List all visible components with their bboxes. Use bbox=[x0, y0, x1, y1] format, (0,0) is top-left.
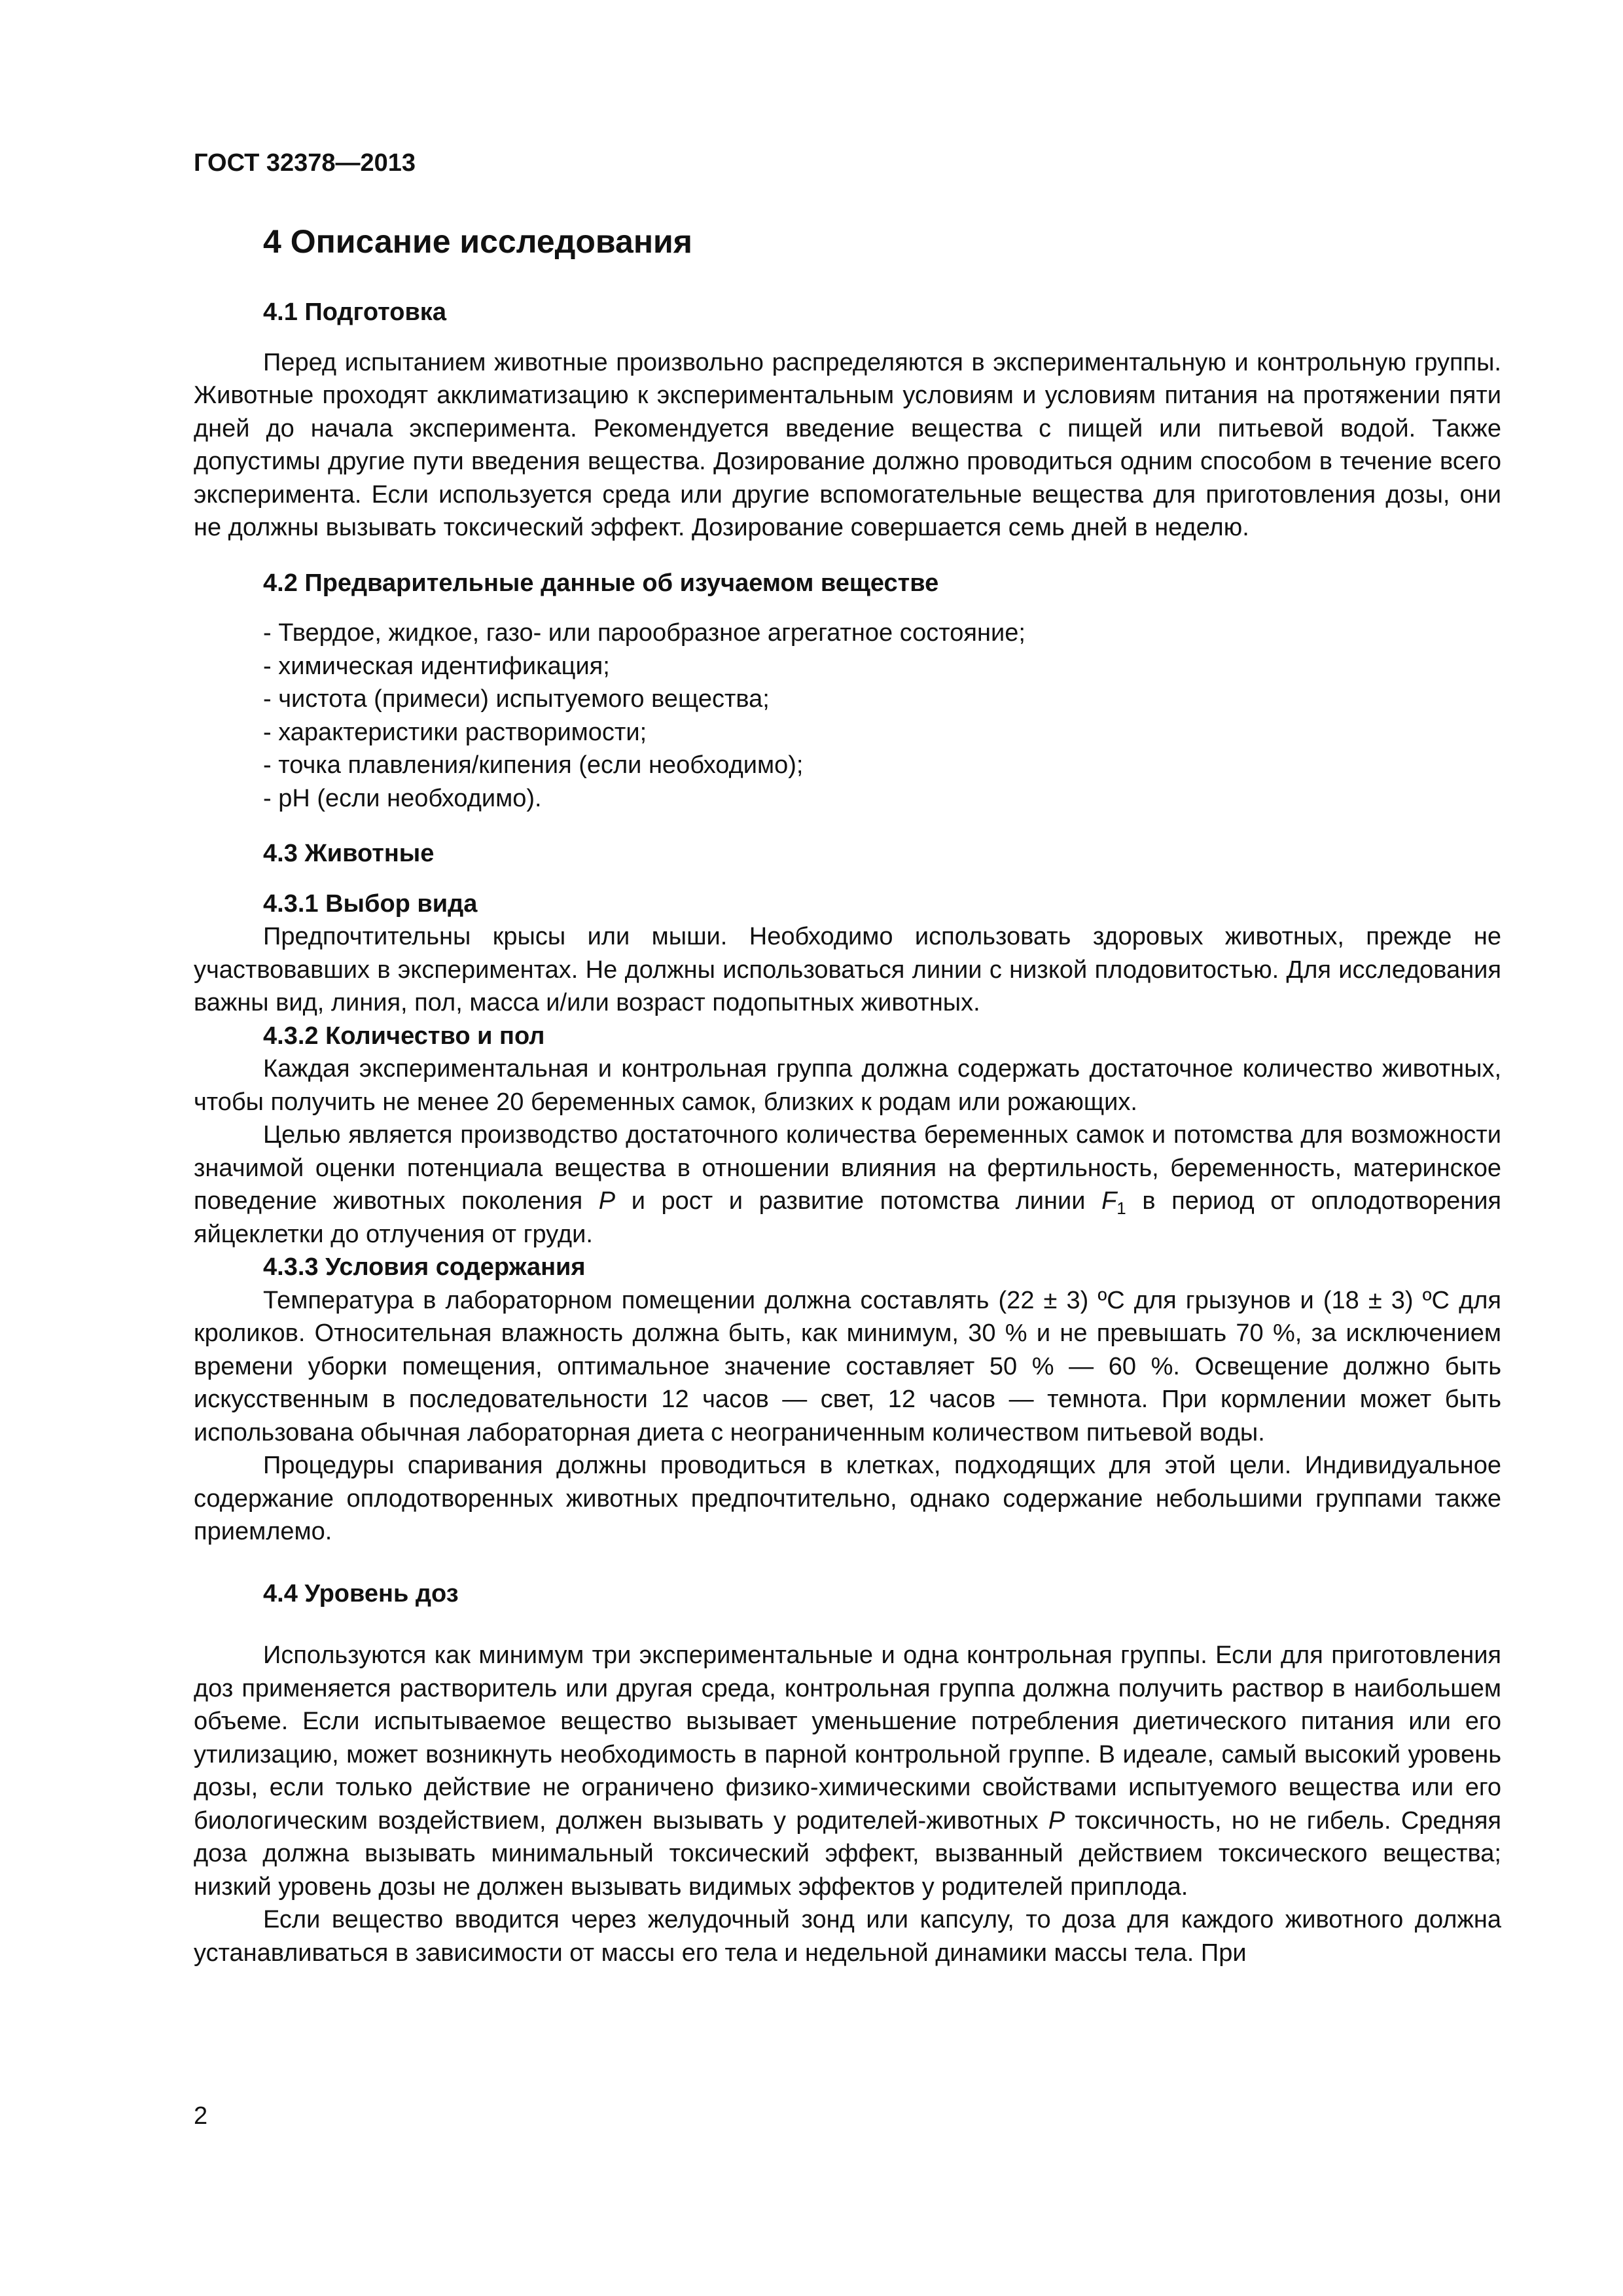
heading-4-4: 4.4 Уровень доз bbox=[263, 1579, 459, 1607]
paragraph-4-4-a: Используются как минимум три экспериментальные и одна контрольная группы. Если для приготовления доз применяется растворитель или другая среда, контрольная группа должна получить раствор в наибольшем объеме. Если испытываемое вещество вызывает уменьшение потребления диетического питания или его утилизацию, может возникнуть необходимость в парной контрольной группе. В идеале, самый высокий уровень дозы, если только действие не ограничено физико-химическими свойствами испытуемого вещества или его биологическим воздействием, должен вызывать у родителей-животных P токсичность, но не гибель. Средняя доза должна вызывать минимальный токсический эффект, вызванный действием токсического вещества; низкий уровень дозы не должен вызывать видимых эффектов у родителей приплода. bbox=[194, 1641, 1502, 1901]
list-item: - чистота (примеси) испытуемого вещества; bbox=[263, 685, 770, 713]
heading-4-1: 4.1 Подготовка bbox=[263, 298, 446, 326]
heading-4-3-2: 4.3.2 Количество и пол bbox=[263, 1022, 545, 1050]
standard-code: ГОСТ 32378—2013 bbox=[194, 149, 416, 177]
substance-data-list bbox=[194, 617, 1501, 815]
list-item: - точка плавления/кипения (если необходимо); bbox=[263, 751, 804, 779]
heading-4-3: 4.3 Животные bbox=[263, 840, 435, 867]
list-item: - характеристики растворимости; bbox=[263, 718, 647, 746]
heading-4-2: 4.2 Предварительные данные об изучаемом веществе bbox=[263, 569, 939, 597]
document-body bbox=[194, 296, 1501, 1969]
heading-4-3-1: 4.3.1 Выбор вида bbox=[263, 889, 478, 918]
list-item: - pH (если необходимо). bbox=[263, 784, 542, 812]
paragraph-4-1: Перед испытанием животные произвольно распределяются в экспериментальную и контрольную группы. Животные проходят акклиматизацию к экспериментальным условиям и условиям питания на протяжении пяти дней до начала эксперимента. Рекомендуется введение вещества с пищей или питьевой водой. Также допустимы другие пути введения вещества. Дозирование должно проводиться одним способом в течение всего эксперимента. Если используется среда или другие вспомогательные вещества для приготовления дозы, они не должны вызывать токсический эффект. Дозирование совершается семь дней в неделю. bbox=[194, 348, 1501, 541]
list-item: - Твердое, жидкое, газо- или парообразное агрегатное состояние; bbox=[263, 619, 1026, 647]
paragraph-4-4-b: Если вещество вводится через желудочный зонд или капсулу, то доза для каждого животного должна устанавливаться в зависимости от массы его тела и недельной динамики массы тела. При bbox=[194, 1906, 1501, 1967]
paragraph-4-3-3-a: Температура в лабораторном помещении должна составлять (22 ± 3) ºC для грызунов и (18 ± 3) ºC для кроликов. Относительная влажность должна быть, как минимум, 30 % и не превышать 70 %, за исключением времени уборки помещения, оптимальное значение составляет 50 % — 60 %. Освещение должно быть искусственным в последовательности 12 часов — свет, 12 часов — темнота. При кормлении может быть использована обычная лабораторная диета с неограниченным количеством питьевой воды. bbox=[194, 1286, 1501, 1446]
paragraph-4-3-1: Предпочтительны крысы или мыши. Необходимо использовать здоровых животных, прежде не участвовавших в экспериментах. Не должны использоваться линии с низкой плодовитостью. Для исследования важны вид, линия, пол, масса и/или возраст подопытных животных. bbox=[194, 923, 1501, 1016]
paragraph-4-3-2-b: Целью является производство достаточного количества беременных самок и потомства для возможности значимой оценки потенциала вещества в отношении влияния на фертильность, беременность, материнское поведение животных поколения P и рост и развитие потомства линии $F_1$ в период от оплодотворения яйцеклетки до отлучения от груди. bbox=[194, 1121, 1501, 1248]
section-title: 4 Описание исследования bbox=[263, 223, 692, 260]
paragraph-4-3-2-a: Каждая экспериментальная и контрольная группа должна содержать достаточное количество животных, чтобы получить не менее 20 беременных самок, близких к родам или рожающих. bbox=[194, 1055, 1501, 1116]
list-item: - химическая идентификация; bbox=[263, 652, 610, 680]
page-number: 2 bbox=[194, 2102, 208, 2130]
heading-4-3-3: 4.3.3 Условия содержания bbox=[263, 1253, 586, 1281]
paragraph-4-3-3-b: Процедуры спаривания должны проводиться в клетках, подходящих для этой цели. Индивидуальное содержание оплодотворенных животных предпочтительно, однако содержание небольшими группами также приемлемо. bbox=[194, 1452, 1501, 1545]
